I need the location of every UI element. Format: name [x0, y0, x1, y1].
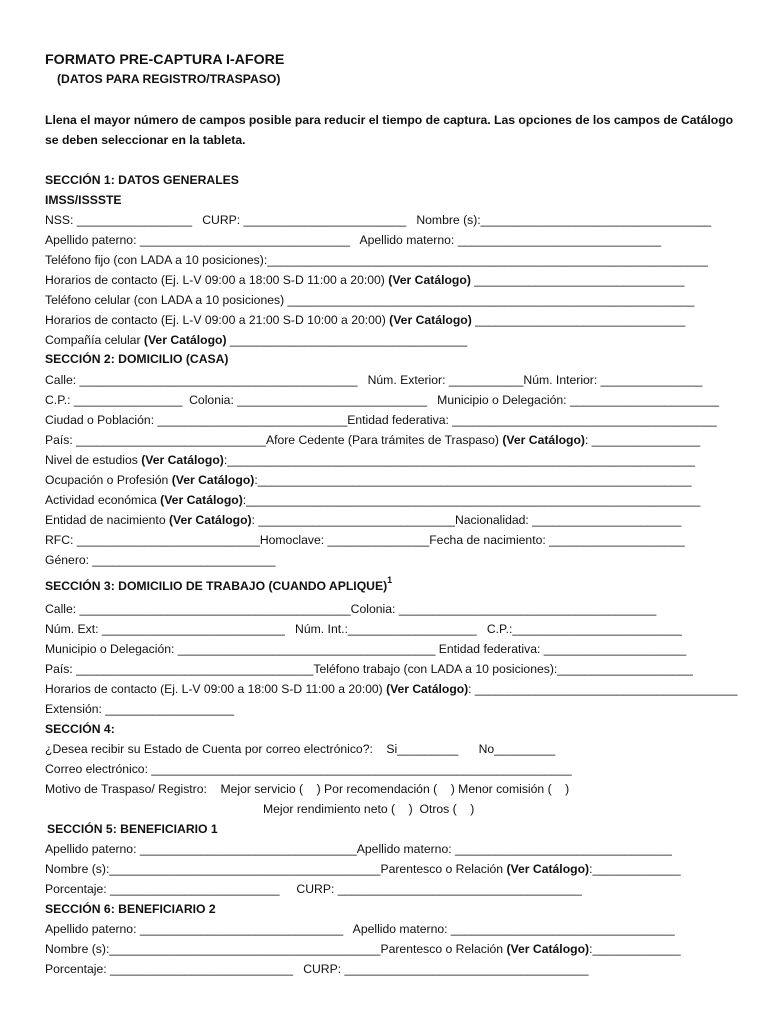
cp-colonia-municipio-fields[interactable]: C.P.: ________________ Colonia: ____________________________ Municipio o Delegación: ______________________: [45, 393, 720, 407]
section-2-title: SECCIÓN 2: DOMICILIO (CASA): [45, 352, 229, 366]
ocupacion-field[interactable]: [45, 471, 692, 489]
catalog-label: (Ver Catálogo): [160, 493, 243, 507]
calle-trabajo-fields[interactable]: Calle: ________________________________________Colonia: ______________________________________: [45, 602, 657, 616]
ocupacion-blank: :________________________________________________________________: [254, 473, 692, 487]
section-3-title-text: SECCIÓN 3: DOMICILIO DE TRABAJO (CUANDO APLIQUE): [45, 579, 388, 593]
section-4-title: SECCIÓN 4:: [45, 722, 115, 736]
horario-label: Horarios de contacto (Ej. L-V 09:00 a 21:00 S-D 10:00 a 20:00): [45, 313, 390, 327]
calle-casa-fields[interactable]: Calle: _________________________________________ Núm. Exterior: ___________Núm. Interior: _______________: [45, 373, 703, 387]
catalog-label: (Ver Catálogo): [141, 453, 224, 467]
intro-line-1: Llena el mayor número de campos posible para reducir el tiempo de captura. Las opciones de los campos de Catálogo: [45, 113, 734, 127]
pais-afore-cedente-fields[interactable]: [45, 431, 700, 449]
telefono-celular-field[interactable]: Teléfono celular (con LADA a 10 posiciones) ____________________________________________________________: [45, 293, 695, 307]
catalog-label: (Ver Catálogo): [389, 313, 472, 327]
nacionalidad-blank: : _____________________________Nacionalidad: ______________________: [251, 513, 682, 527]
beneficiario-2-porcentaje-curp-fields[interactable]: Porcentaje: ___________________________ CURP: ____________________________________: [45, 962, 589, 976]
beneficiario-1-nombre-field[interactable]: [45, 860, 681, 878]
telefono-fijo-field[interactable]: Teléfono fijo (con LADA a 10 posiciones):_________________________________________________________________: [45, 253, 708, 267]
beneficiario-1-apellidos-fields[interactable]: Apellido paterno: ________________________________Apellido materno: ________________________________: [45, 842, 672, 856]
num-cp-trabajo-fields[interactable]: Núm. Ext: ___________________________ Núm. Int.:___________________ C.P.:_________________________: [45, 622, 682, 636]
section-3-title: [45, 577, 392, 595]
pais-telefono-trabajo-fields[interactable]: País: ___________________________________Teléfono trabajo (con LADA a 10 posiciones):____________________: [45, 662, 693, 676]
section-6-title: SECCIÓN 6: BENEFICIARIO 2: [45, 902, 216, 916]
nivel-estudios-field[interactable]: [45, 451, 695, 469]
municipio-entidad-trabajo-fields[interactable]: Municipio o Delegación: ______________________________________ Entidad federativa: _____________________: [45, 642, 687, 656]
horario-blank: _______________________________: [470, 273, 685, 287]
ocupacion-label: Ocupación o Profesión: [45, 473, 172, 487]
afore-blank: : ________________: [584, 433, 701, 447]
extension-field[interactable]: Extensión: ___________________: [45, 702, 235, 716]
catalog-label: (Ver Catálogo): [171, 473, 255, 487]
estudios-blank: :_____________________________________________________________________: [223, 453, 695, 467]
actividad-blank: :___________________________________________________________________: [242, 493, 701, 507]
ciudad-entidad-fields[interactable]: Ciudad o Población: ____________________________Entidad federativa: _______________________________________: [45, 413, 717, 427]
beneficiario-2-apellidos-fields[interactable]: Apellido paterno: ______________________________ Apellido materno: _________________________________: [45, 922, 675, 936]
catalog-label: (Ver Catálogo): [506, 942, 590, 956]
section-1-title: SECCIÓN 1: DATOS GENERALES: [45, 173, 239, 187]
compania-blank: ___________________________________: [226, 333, 468, 347]
estudios-label: Nivel de estudios: [45, 453, 142, 467]
nss-curp-nombre-fields[interactable]: NSS: _________________ CURP: ________________________ Nombre (s):__________________________________: [45, 213, 712, 227]
intro-line-2: se deben seleccionar en la tableta.: [45, 133, 246, 147]
horario-blank: : _______________________________________: [468, 682, 738, 696]
footnote-marker: 1: [387, 575, 393, 585]
compania-label: Compañía celular: [45, 333, 144, 347]
form-title: FORMATO PRE-CAPTURA I-AFORE: [45, 52, 285, 68]
genero-field[interactable]: Género: ___________________________: [45, 553, 276, 567]
correo-electronico-field[interactable]: Correo electrónico: ______________________________________________________________: [45, 762, 572, 776]
section-1-subtitle: IMSS/ISSSTE: [45, 193, 122, 207]
catalog-label: (Ver Catálogo): [143, 333, 227, 347]
pais-label: País: ____________________________Afore Cedente (Para trámites de Traspaso): [45, 433, 503, 447]
motivo-traspaso-options[interactable]: Motivo de Traspaso/ Registro: Mejor servicio ( ) Por recomendación ( ) Menor comisión ( ): [45, 782, 570, 796]
actividad-economica-field[interactable]: [45, 491, 700, 509]
nombre-label: Nombre (s):________________________________________Parentesco o Relación: [45, 862, 507, 876]
motivo-traspaso-options-2[interactable]: Mejor rendimiento neto ( ) Otros ( ): [263, 802, 475, 816]
actividad-label: Actividad económica: [45, 493, 161, 507]
rfc-homoclave-fecha-fields[interactable]: RFC: ___________________________Homoclave: _______________Fecha de nacimiento: ____________________: [45, 533, 685, 547]
catalog-label: (Ver Catálogo): [388, 273, 471, 287]
entidad-nacimiento-field[interactable]: [45, 511, 681, 529]
apellidos-fields[interactable]: Apellido paterno: _______________________________ Apellido materno: ______________________________: [45, 233, 662, 247]
horario-label: Horarios de contacto (Ej. L-V 09:00 a 18:00 S-D 11:00 a 20:00): [45, 682, 387, 696]
catalog-label: (Ver Catálogo): [386, 682, 469, 696]
horario-contacto-celular-field[interactable]: [45, 311, 685, 329]
horario-contacto-trabajo-field[interactable]: [45, 680, 738, 698]
form-subtitle: (DATOS PARA REGISTRO/TRASPASO): [57, 72, 281, 86]
parentesco-blank: :_____________: [589, 942, 681, 956]
nombre-label: Nombre (s):________________________________________Parentesco o Relación: [45, 942, 507, 956]
section-5-title: SECCIÓN 5: BENEFICIARIO 1: [47, 822, 218, 836]
horario-contacto-fijo-field[interactable]: [45, 271, 684, 289]
catalog-label: (Ver Catálogo): [502, 433, 585, 447]
catalog-label: (Ver Catálogo): [169, 513, 252, 527]
estado-cuenta-field[interactable]: ¿Desea recibir su Estado de Cuenta por correo electrónico?: Si_________ No_________: [45, 742, 556, 756]
horario-blank: _______________________________: [471, 313, 686, 327]
horario-label: Horarios de contacto (Ej. L-V 09:00 a 18:00 S-D 11:00 a 20:00): [45, 273, 389, 287]
catalog-label: (Ver Catálogo): [506, 862, 590, 876]
nacimiento-label: Entidad de nacimiento: [45, 513, 169, 527]
beneficiario-2-nombre-field[interactable]: [45, 940, 681, 958]
parentesco-blank: :_____________: [589, 862, 681, 876]
beneficiario-1-porcentaje-curp-fields[interactable]: Porcentaje: _________________________ CURP: ____________________________________: [45, 882, 582, 896]
compania-celular-field[interactable]: [45, 331, 467, 349]
